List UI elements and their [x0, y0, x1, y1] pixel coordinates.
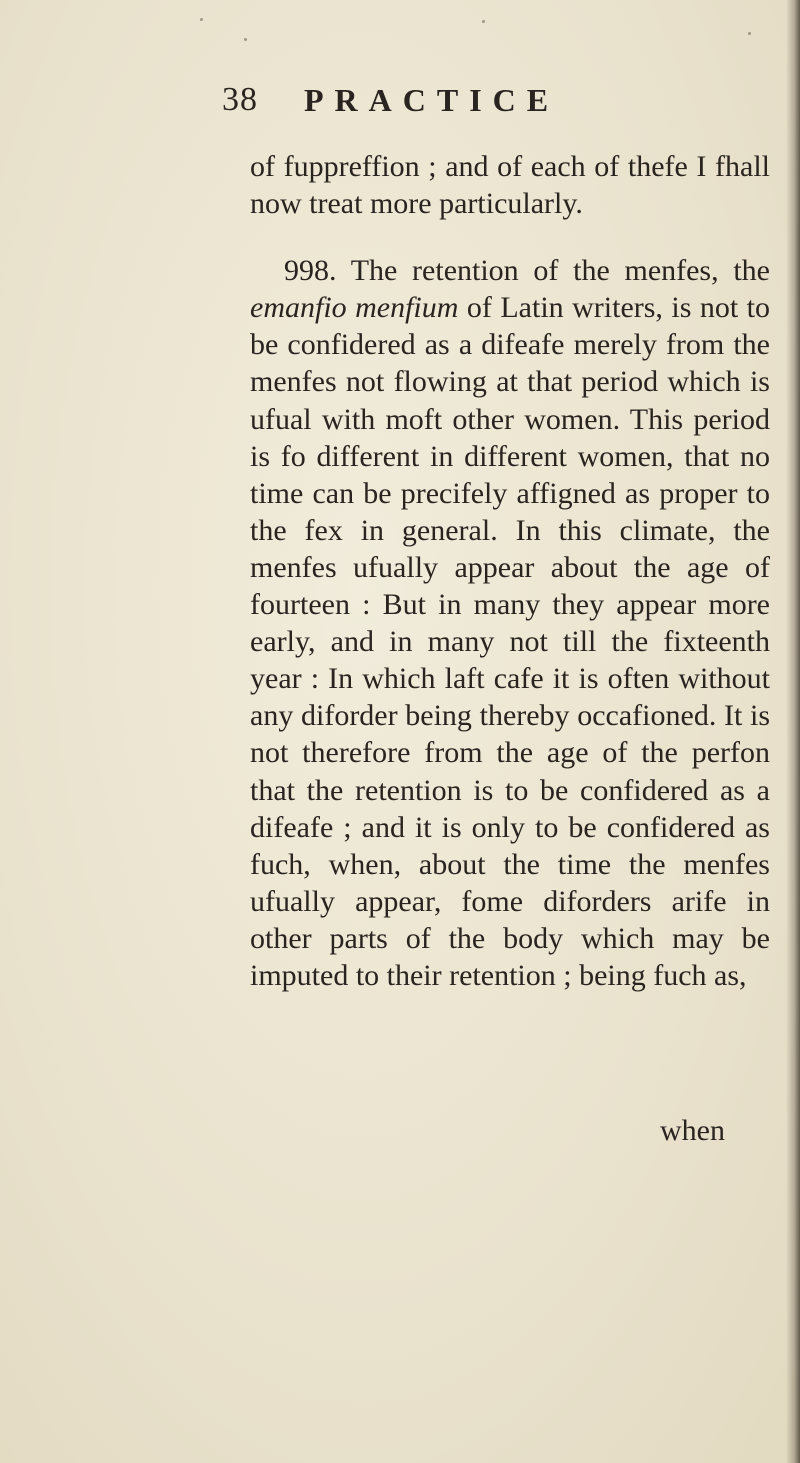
paragraph-2: [250, 252, 770, 994]
paper-speck: [244, 38, 247, 41]
paragraph-text-start: The retention of the menfes, the: [350, 254, 770, 288]
paper-speck: [200, 18, 203, 21]
latin-term: emanfio menfium: [250, 291, 459, 325]
page-edge-shadow: [786, 0, 800, 1463]
paragraph-text-rest: of Latin writers, is not to be confidered as a difeafe merely from the menfes not flowing at that period which is ufual with moft other women. This period is fo different in different women, that no time can be precifely affigned as proper to the fex in general. In this climate, the menfes ufually appear about the age of fourteen : But in many they appear more early, and in many not till the fixteenth year : In which laft cafe it is often without any diforder being thereby occafioned. It is not therefore from the age of the perfon that the retention is to be confidered as a difeafe ; and it is only to be confidered as fuch, when, about the time the menfes ufually appear, fome diforders arife in other parts of the body which may be imputed to their retention ; being fuch as,: [250, 291, 771, 992]
paragraph-1: of fuppreffion ; and of each of thefe I fhall now treat more particularly.: [250, 150, 770, 221]
paragraph-number: 998.: [284, 254, 337, 288]
page-number: 38: [222, 81, 258, 118]
page-header: [222, 78, 672, 128]
paper-speck: [482, 20, 485, 23]
catchword: when: [660, 1114, 725, 1147]
running-head: PRACTICE: [304, 82, 560, 118]
paper-speck: [748, 32, 751, 35]
page-body: [250, 148, 770, 994]
